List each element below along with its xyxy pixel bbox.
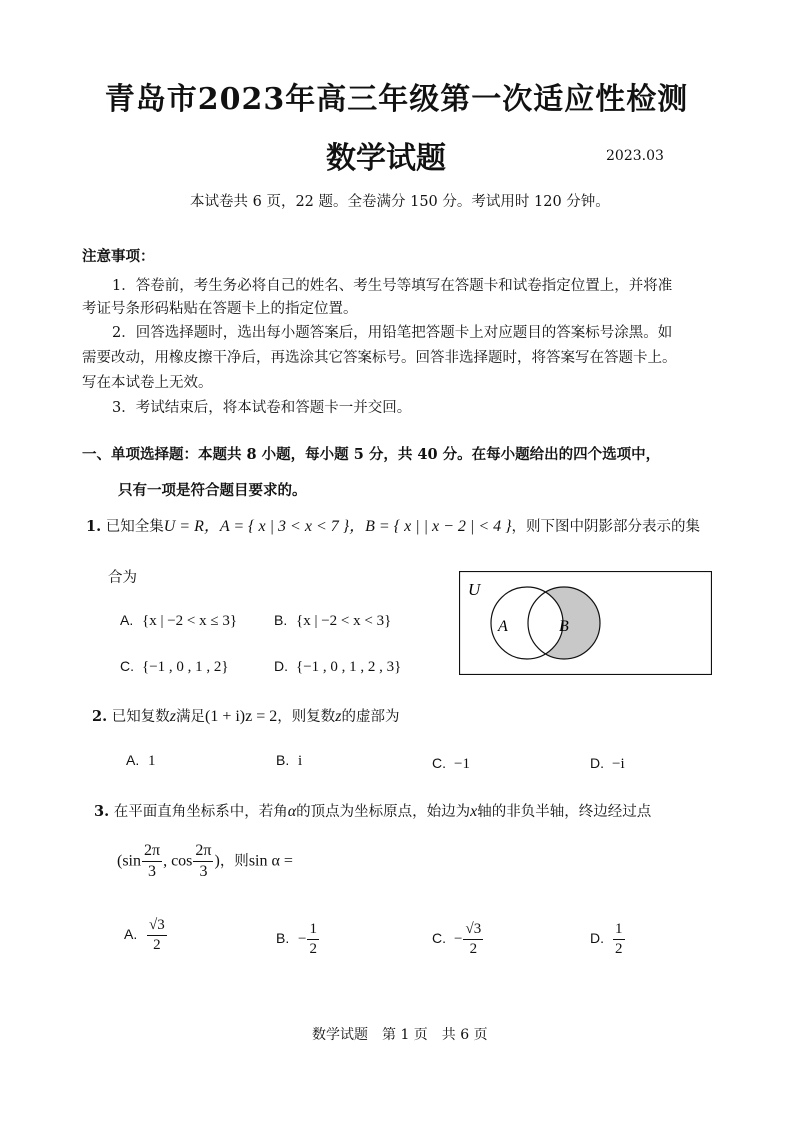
option-label: D.	[274, 658, 288, 674]
sign: −	[298, 930, 307, 947]
option-label: A.	[124, 925, 138, 942]
q2-option-b[interactable]	[276, 752, 302, 770]
q3-option-b[interactable]	[276, 922, 320, 957]
exam-subtitle: 数学试题	[326, 141, 446, 176]
question-number: 2.	[92, 708, 108, 725]
equation: (1 + i)z = 2	[204, 708, 278, 725]
point-mid: , cos	[163, 852, 193, 870]
q3-option-c[interactable]	[432, 922, 484, 957]
question-3-point	[117, 843, 293, 880]
exam-info: 本试卷共 6 页，22 题。全卷满分 150 分。考试用时 120 分钟。	[190, 194, 610, 210]
option-text: {x | −2 < x < 3}	[296, 613, 392, 629]
sign: −	[454, 930, 463, 947]
fraction	[147, 918, 167, 953]
numerator: 2π	[193, 843, 213, 862]
venn-diagram	[459, 571, 712, 679]
stem-text: ，则	[219, 853, 249, 870]
stem-text: 的虚部为	[341, 709, 400, 725]
q2-option-a[interactable]	[126, 752, 156, 770]
numerator: √3	[463, 922, 483, 940]
variable-z: z	[335, 708, 342, 725]
stem-text: ，则复数	[277, 709, 336, 725]
stem-text: 已知全集	[105, 519, 164, 535]
denominator: 2	[469, 941, 478, 957]
question-1-stem	[86, 515, 700, 539]
numerator: 2π	[142, 843, 162, 862]
q3-option-d[interactable]	[590, 922, 626, 957]
notice-item-1-line-1: 1．答卷前，考生务必将自己的姓名、考生号等填写在答题卡和试卷指定位置上，并将准	[112, 278, 673, 294]
question-1-stem-cont: 合为	[108, 570, 137, 586]
denominator: 2	[153, 937, 161, 953]
fraction	[142, 843, 162, 880]
stem-text: 满足	[175, 709, 205, 725]
option-text: {−1 , 0 , 1 , 2 , 3}	[296, 659, 402, 675]
numerator: √3	[147, 918, 167, 936]
q1-option-b[interactable]	[274, 612, 391, 630]
q1-option-a[interactable]	[120, 612, 237, 630]
numerator: 1	[307, 922, 319, 940]
notice-item-2-line-3: 写在本试卷上无效。	[82, 375, 213, 391]
q1-option-d[interactable]	[274, 658, 401, 676]
set-definitions: U = R，A = { x | 3 < x < 7 }，B = { x | | x − 2 | < 4 }	[163, 518, 512, 535]
option-text: −i	[612, 756, 625, 772]
stem-text: 的顶点为坐标原点，始边为	[296, 804, 471, 820]
option-text: {x | −2 < x ≤ 3}	[142, 613, 238, 629]
exam-title: 青岛市2023年高三年级第一次适应性检测	[104, 82, 689, 117]
fraction	[307, 922, 319, 957]
fraction	[463, 922, 483, 957]
option-text: 1	[148, 753, 156, 769]
option-label: C.	[432, 929, 446, 946]
q3-option-a[interactable]	[124, 918, 168, 953]
option-label: C.	[432, 755, 446, 771]
denominator: 3	[199, 863, 208, 880]
notice-item-2-line-1: 2．回答选择题时，选出每小题答案后，用铅笔把答题卡上对应题目的答案标号涂黑。如	[112, 325, 673, 341]
question-3-stem	[94, 800, 651, 824]
option-text: {−1 , 0 , 1 , 2}	[142, 659, 229, 675]
option-label: D.	[590, 755, 604, 771]
stem-text: 在平面直角坐标系中，若角	[113, 804, 288, 820]
option-label: A.	[120, 612, 134, 628]
denominator: 2	[615, 941, 623, 957]
q1-option-c[interactable]	[120, 658, 229, 676]
option-text: −1	[454, 756, 470, 772]
fraction	[613, 922, 625, 957]
fraction	[193, 843, 213, 880]
option-label: B.	[276, 752, 290, 768]
denominator: 3	[148, 863, 157, 880]
option-label: A.	[126, 752, 140, 768]
notice-item-1-line-2: 考证号条形码粘贴在答题卡上的指定位置。	[82, 301, 358, 317]
notice-item-3: 3．考试结束后，将本试卷和答题卡一并交回。	[112, 400, 412, 416]
notice-heading: 注意事项：	[82, 248, 155, 265]
option-label: B.	[274, 612, 288, 628]
variable-z: z	[169, 708, 176, 725]
point-close: )	[214, 852, 220, 870]
stem-text: 已知复数	[111, 709, 170, 725]
sin-alpha: sin α =	[248, 852, 293, 870]
option-label: B.	[276, 929, 290, 946]
section-1-heading: 一、单项选择题：本题共 8 小题，每小题 5 分，共 40 分。在每小题给出的四个选项中，	[82, 446, 661, 463]
option-label: D.	[590, 929, 604, 946]
q2-option-d[interactable]	[590, 755, 625, 773]
variable-x: x	[470, 803, 478, 820]
page-footer: 数学试题 第 1 页 共 6 页	[312, 1027, 488, 1043]
set-a-label: A	[498, 618, 508, 635]
q2-option-c[interactable]	[432, 755, 470, 773]
set-b-label: B	[559, 618, 569, 635]
question-number: 1.	[86, 518, 102, 535]
question-2-stem	[92, 705, 399, 729]
variable-alpha: α	[287, 803, 297, 820]
option-text: i	[298, 753, 303, 769]
notice-item-2-line-2: 需要改动，用橡皮擦干净后，再选涂其它答案标号。回答非选择题时，将答案写在答题卡上。	[82, 350, 677, 366]
universal-set-label: U	[468, 580, 481, 599]
stem-text: ，则下图中阴影部分表示的集	[511, 519, 701, 535]
section-1-heading-cont: 只有一项是符合题目要求的。	[118, 482, 307, 499]
numerator: 1	[613, 922, 625, 940]
denominator: 2	[309, 941, 317, 957]
exam-date: 2023.03	[606, 148, 664, 164]
stem-text: 轴的非负半轴，终边经过点	[477, 804, 652, 820]
point-open: (sin	[117, 852, 141, 870]
question-number: 3.	[94, 803, 110, 820]
option-label: C.	[120, 658, 134, 674]
